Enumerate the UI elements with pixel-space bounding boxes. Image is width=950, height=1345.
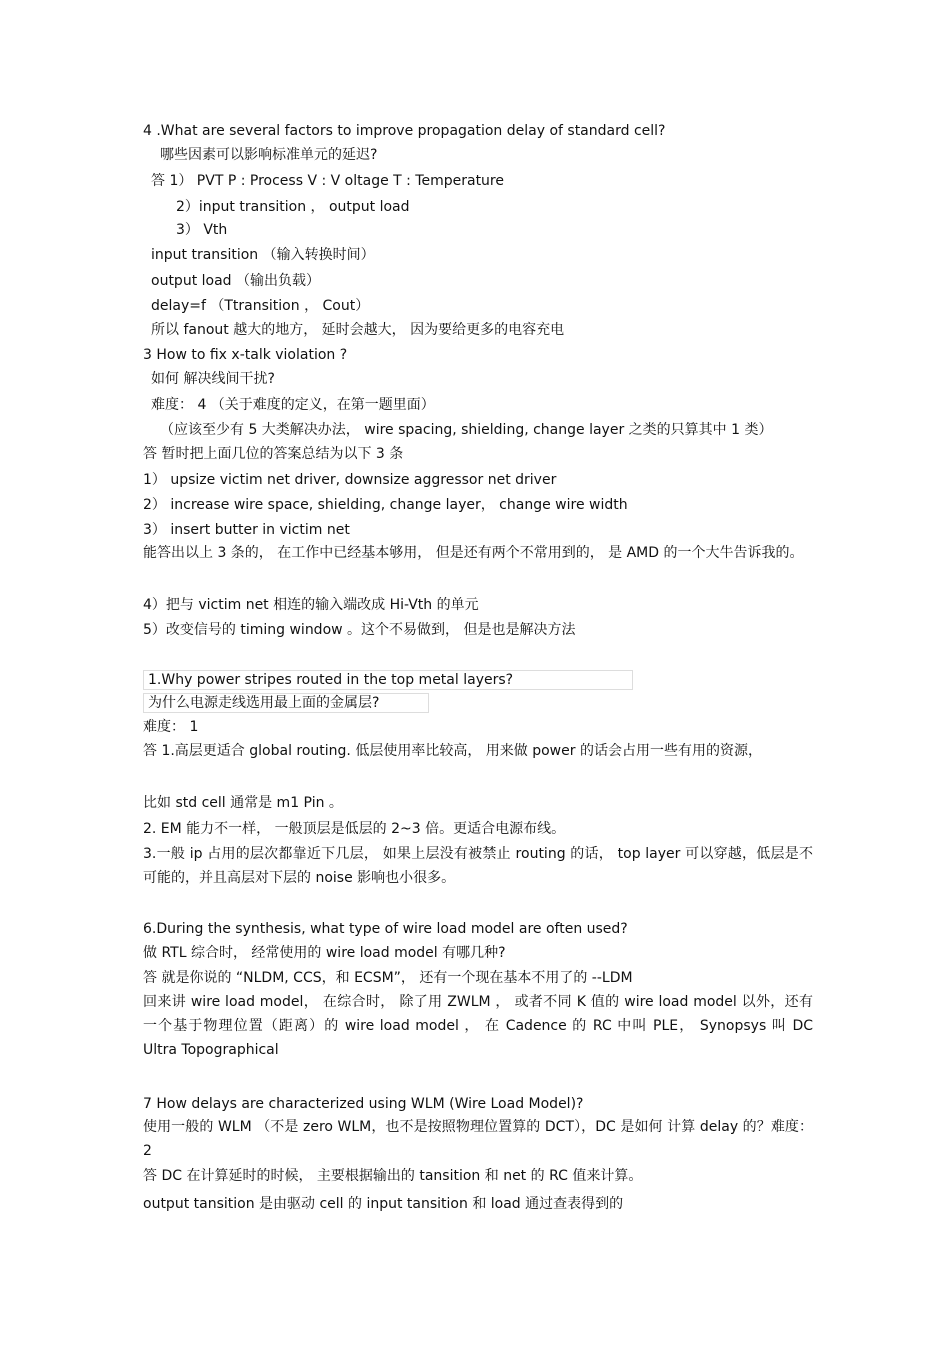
answer-1-line1: 答 1.高层更适合 global routing. 低层使用率比较高， 用来做 power 的话会占用一些有用的资源，: [143, 743, 762, 759]
answer-4-line3: 3） Vth: [176, 222, 228, 238]
answer-4-transition: input transition （输入转换时间）: [151, 247, 375, 263]
question-1-cn-wrap: [143, 693, 813, 713]
list-item-3-4: 4）把与 victim net 相连的输入端改成 Hi-Vth 的单元: [143, 597, 479, 613]
answer-7-last: output tansition 是由驱动 cell 的 input tansition 和 load 通过查表得到的: [143, 1196, 624, 1212]
answer-6: 答 就是你说的 “NLDM, CCS，和 ECSM”， 还有一个现在基本不用了的 --LDM: [143, 970, 633, 986]
answer-1-line1b: 比如 std cell 通常是 m1 Pin 。: [143, 795, 343, 811]
question-3-cn: 如何 解决线间干扰?: [151, 371, 275, 387]
summary-3: 答 暂时把上面几位的答案总结为以下 3 条: [143, 446, 404, 462]
paragraph-6: 回来讲 wire load model， 在综合时， 除了用 ZWLM ， 或者不同 K 值的 wire load model 以外，还有一个基于物理位置（距离）的 wire load model ， 在 Cadence 的 RC 中叫 PLE， Synopsys 叫 DC Ultra Topographical: [143, 994, 813, 1058]
answer-4-fanout: 所以 fanout 越大的地方， 延时会越大， 因为要给更多的电容充电: [151, 322, 565, 338]
note-3: （应该至少有 5 大类解决办法， wire spacing, shielding, change layer 之类的只算其中 1 类）: [160, 422, 773, 438]
answer-4-load: output load （输出负载）: [151, 273, 320, 289]
question-7-cn: 使用一般的 WLM （不是 zero WLM，也不是按照物理位置算的 DCT），DC 是如何 计算 delay 的？难度： 2: [143, 1119, 813, 1159]
answer-4-line2: 2）input transition ， output load: [176, 199, 410, 215]
question-3: 3 How to fix x-talk violation ?: [143, 347, 348, 363]
question-7: 7 How delays are characterized using WLM (Wire Load Model)?: [143, 1096, 584, 1112]
answer-7: 答 DC 在计算延时的时候， 主要根据输出的 tansition 和 net 的 RC 值来计算。: [143, 1168, 643, 1184]
answer-4-delay: delay=f （Ttransition ， Cout）: [151, 298, 370, 314]
list-item-3-2: 2） increase wire space, shielding, change layer， change wire width: [143, 497, 628, 513]
difficulty-1: 难度： 1: [143, 719, 199, 735]
question-6: 6.During the synthesis, what type of wire load model are often used?: [143, 921, 628, 937]
list-item-3-5: 5）改变信号的 timing window 。这个不易做到， 但是也是解决方法: [143, 622, 576, 638]
answer-1-line2: 2. EM 能力不一样， 一般顶层是低层的 2~3 倍。更适合电源布线。: [143, 821, 566, 837]
question-1-wrap: [143, 670, 813, 690]
question-1: 1.Why power stripes routed in the top metal layers?: [143, 670, 633, 690]
list-item-3-1: 1） upsize victim net driver, downsize aggressor net driver: [143, 472, 557, 488]
paragraph-3: 能答出以上 3 条的， 在工作中已经基本够用， 但是还有两个不常用到的， 是 AMD 的一个大牛告诉我的。: [143, 545, 804, 561]
list-item-3-3: 3） insert butter in victim net: [143, 522, 350, 538]
difficulty-3: 难度： 4 （关于难度的定义，在第一题里面）: [151, 397, 435, 413]
question-6-cn: 做 RTL 综合时， 经常使用的 wire load model 有哪几种?: [143, 945, 506, 961]
question-4-cn: 哪些因素可以影响标准单元的延迟?: [160, 147, 378, 163]
question-1-cn: 为什么电源走线选用最上面的金属层?: [143, 693, 429, 713]
answer-1-line3: 3.一般 ip 占用的层次都靠近下几层， 如果上层没有被禁止 routing 的话， top layer 可以穿越，低层是不可能的，并且高层对下层的 noise 影响也小很多。: [143, 846, 813, 886]
answer-4-line1: 答 1） PVT P : Process V : V oltage T : Temperature: [151, 173, 504, 189]
question-4: 4 .What are several factors to improve propagation delay of standard cell?: [143, 123, 666, 139]
